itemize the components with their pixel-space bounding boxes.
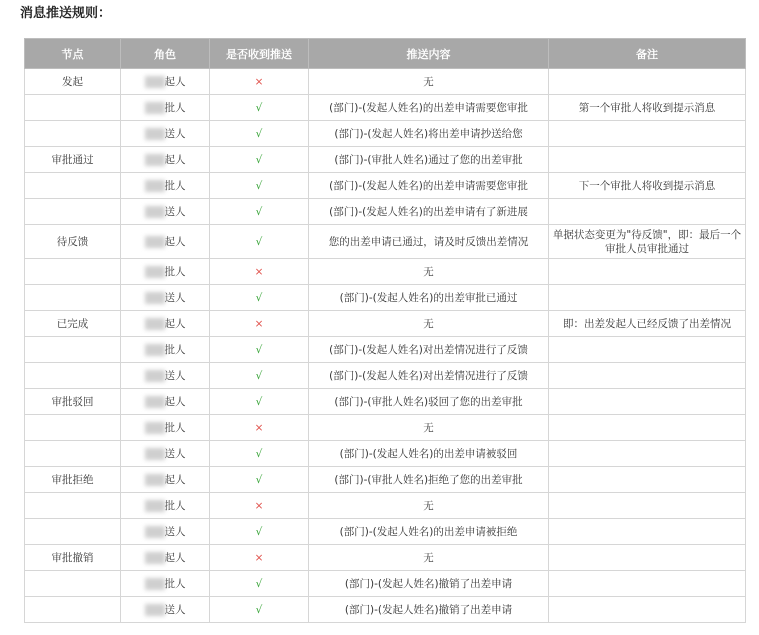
redacted-blur bbox=[145, 526, 165, 538]
table-row bbox=[25, 441, 746, 467]
cell-node bbox=[25, 95, 121, 121]
cell-node bbox=[25, 199, 121, 225]
cell-node bbox=[25, 173, 121, 199]
cell-role bbox=[121, 389, 210, 415]
cell-role bbox=[121, 363, 210, 389]
cell-role bbox=[121, 519, 210, 545]
cross-icon: × bbox=[210, 69, 309, 95]
table-row bbox=[25, 259, 746, 285]
table-row bbox=[25, 173, 746, 199]
cell-role bbox=[121, 173, 210, 199]
redacted-blur bbox=[145, 474, 165, 486]
cell-content: (部门)-(发起人姓名)的出差申请被驳回 bbox=[309, 441, 549, 467]
cell-role bbox=[121, 285, 210, 311]
cell-content: 无 bbox=[309, 69, 549, 95]
cell-node bbox=[25, 285, 121, 311]
cell-note bbox=[549, 545, 746, 571]
cell-note bbox=[549, 441, 746, 467]
table-row bbox=[25, 225, 746, 259]
table-row bbox=[25, 415, 746, 441]
table-row bbox=[25, 311, 746, 337]
check-icon: √ bbox=[210, 225, 309, 259]
cell-note bbox=[549, 467, 746, 493]
cell-node: 待反馈 bbox=[25, 225, 121, 259]
column-header-note: 备注 bbox=[549, 39, 746, 69]
cell-content: (部门)-(发起人姓名)的出差审批已通过 bbox=[309, 285, 549, 311]
redacted-blur bbox=[145, 154, 165, 166]
cross-icon: × bbox=[210, 493, 309, 519]
cell-role bbox=[121, 199, 210, 225]
role-label: 批人 bbox=[164, 265, 186, 278]
check-icon: √ bbox=[210, 363, 309, 389]
redacted-blur bbox=[145, 552, 165, 564]
redacted-blur bbox=[145, 604, 165, 616]
cross-icon: × bbox=[210, 545, 309, 571]
table-row bbox=[25, 147, 746, 173]
cell-role bbox=[121, 415, 210, 441]
cell-content: (部门)-(发起人姓名)将出差申请抄送给您 bbox=[309, 121, 549, 147]
role-label: 批人 bbox=[164, 499, 186, 512]
role-label: 批人 bbox=[164, 101, 186, 114]
redacted-blur bbox=[145, 396, 165, 408]
column-header-push: 是否收到推送 bbox=[210, 39, 309, 69]
redacted-blur bbox=[145, 206, 165, 218]
cell-note bbox=[549, 597, 746, 623]
role-label: 起人 bbox=[164, 551, 186, 564]
role-label: 起人 bbox=[164, 395, 186, 408]
cell-role bbox=[121, 259, 210, 285]
role-label: 送人 bbox=[164, 369, 186, 382]
cell-role bbox=[121, 225, 210, 259]
cell-note: 单据状态变更为"待反馈"，即：最后一个审批人员审批通过 bbox=[549, 225, 746, 259]
table-row bbox=[25, 467, 746, 493]
cell-node bbox=[25, 259, 121, 285]
role-label: 起人 bbox=[164, 317, 186, 330]
redacted-blur bbox=[145, 578, 165, 590]
cross-icon: × bbox=[210, 311, 309, 337]
cell-role bbox=[121, 337, 210, 363]
table-row bbox=[25, 95, 746, 121]
cell-note: 下一个审批人将收到提示消息 bbox=[549, 173, 746, 199]
push-rules-table bbox=[24, 38, 746, 623]
cell-content: 无 bbox=[309, 259, 549, 285]
cell-note bbox=[549, 121, 746, 147]
cell-node bbox=[25, 337, 121, 363]
check-icon: √ bbox=[210, 199, 309, 225]
column-header-node: 节点 bbox=[25, 39, 121, 69]
cell-note bbox=[549, 493, 746, 519]
cell-content: (部门)-(发起人姓名)对出差情况进行了反馈 bbox=[309, 337, 549, 363]
cell-content: 您的出差申请已通过，请及时反馈出差情况 bbox=[309, 225, 549, 259]
redacted-blur bbox=[145, 292, 165, 304]
cell-node: 审批通过 bbox=[25, 147, 121, 173]
cell-note: 第一个审批人将收到提示消息 bbox=[549, 95, 746, 121]
cell-node: 已完成 bbox=[25, 311, 121, 337]
role-label: 批人 bbox=[164, 421, 186, 434]
cell-note: 即：出差发起人已经反馈了出差情况 bbox=[549, 311, 746, 337]
cell-node: 发起 bbox=[25, 69, 121, 95]
cell-role bbox=[121, 95, 210, 121]
check-icon: √ bbox=[210, 147, 309, 173]
cell-note bbox=[549, 259, 746, 285]
cell-node bbox=[25, 571, 121, 597]
cross-icon: × bbox=[210, 259, 309, 285]
cell-node bbox=[25, 415, 121, 441]
cell-node: 审批驳回 bbox=[25, 389, 121, 415]
table-body bbox=[25, 69, 746, 623]
cell-node bbox=[25, 363, 121, 389]
role-label: 送人 bbox=[164, 603, 186, 616]
column-header-role: 角色 bbox=[121, 39, 210, 69]
cell-content: (部门)-(发起人姓名)撤销了出差申请 bbox=[309, 571, 549, 597]
cell-content: (部门)-(发起人姓名)的出差申请有了新进展 bbox=[309, 199, 549, 225]
cell-content: 无 bbox=[309, 493, 549, 519]
cell-note bbox=[549, 519, 746, 545]
redacted-blur bbox=[145, 128, 165, 140]
cell-role bbox=[121, 493, 210, 519]
cell-note bbox=[549, 147, 746, 173]
cell-content: 无 bbox=[309, 545, 549, 571]
cell-content: (部门)-(审批人姓名)通过了您的出差审批 bbox=[309, 147, 549, 173]
check-icon: √ bbox=[210, 337, 309, 363]
table-row bbox=[25, 69, 746, 95]
role-label: 送人 bbox=[164, 205, 186, 218]
table-header-row bbox=[25, 39, 746, 69]
table-row bbox=[25, 199, 746, 225]
role-label: 送人 bbox=[164, 447, 186, 460]
table-row bbox=[25, 545, 746, 571]
redacted-blur bbox=[145, 236, 165, 248]
redacted-blur bbox=[145, 266, 165, 278]
cell-role bbox=[121, 147, 210, 173]
cell-content: (部门)-(发起人姓名)的出差申请被拒绝 bbox=[309, 519, 549, 545]
check-icon: √ bbox=[210, 95, 309, 121]
redacted-blur bbox=[145, 76, 165, 88]
table-row bbox=[25, 597, 746, 623]
table-row bbox=[25, 337, 746, 363]
table-row bbox=[25, 285, 746, 311]
cell-note bbox=[549, 69, 746, 95]
cell-note bbox=[549, 363, 746, 389]
column-header-content: 推送内容 bbox=[309, 39, 549, 69]
cell-node bbox=[25, 597, 121, 623]
cell-node: 审批拒绝 bbox=[25, 467, 121, 493]
cell-role bbox=[121, 69, 210, 95]
cell-role bbox=[121, 597, 210, 623]
cell-content: (部门)-(审批人姓名)驳回了您的出差审批 bbox=[309, 389, 549, 415]
role-label: 起人 bbox=[164, 153, 186, 166]
cell-node: 审批撤销 bbox=[25, 545, 121, 571]
table-row bbox=[25, 519, 746, 545]
table-row bbox=[25, 571, 746, 597]
role-label: 送人 bbox=[164, 291, 186, 304]
check-icon: √ bbox=[210, 389, 309, 415]
redacted-blur bbox=[145, 500, 165, 512]
cell-role bbox=[121, 571, 210, 597]
role-label: 起人 bbox=[164, 235, 186, 248]
redacted-blur bbox=[145, 102, 165, 114]
role-label: 送人 bbox=[164, 525, 186, 538]
cell-note bbox=[549, 199, 746, 225]
cell-role bbox=[121, 545, 210, 571]
redacted-blur bbox=[145, 180, 165, 192]
check-icon: √ bbox=[210, 441, 309, 467]
table-row bbox=[25, 493, 746, 519]
check-icon: √ bbox=[210, 285, 309, 311]
check-icon: √ bbox=[210, 571, 309, 597]
cell-note bbox=[549, 389, 746, 415]
cross-icon: × bbox=[210, 415, 309, 441]
check-icon: √ bbox=[210, 519, 309, 545]
cell-role bbox=[121, 311, 210, 337]
check-icon: √ bbox=[210, 597, 309, 623]
redacted-blur bbox=[145, 422, 165, 434]
cell-note bbox=[549, 285, 746, 311]
cell-node bbox=[25, 441, 121, 467]
page-title: 消息推送规则： bbox=[20, 6, 112, 21]
redacted-blur bbox=[145, 318, 165, 330]
cell-note bbox=[549, 337, 746, 363]
check-icon: √ bbox=[210, 467, 309, 493]
redacted-blur bbox=[145, 344, 165, 356]
role-label: 起人 bbox=[164, 75, 186, 88]
cell-node bbox=[25, 493, 121, 519]
redacted-blur bbox=[145, 370, 165, 382]
cell-node bbox=[25, 121, 121, 147]
cell-content: (部门)-(发起人姓名)的出差申请需要您审批 bbox=[309, 95, 549, 121]
cell-note bbox=[549, 571, 746, 597]
cell-role bbox=[121, 121, 210, 147]
role-label: 批人 bbox=[164, 179, 186, 192]
table-row bbox=[25, 121, 746, 147]
table-row bbox=[25, 389, 746, 415]
cell-content: (部门)-(发起人姓名)对出差情况进行了反馈 bbox=[309, 363, 549, 389]
cell-content: 无 bbox=[309, 311, 549, 337]
cell-content: (部门)-(审批人姓名)拒绝了您的出差审批 bbox=[309, 467, 549, 493]
cell-content: (部门)-(发起人姓名)的出差申请需要您审批 bbox=[309, 173, 549, 199]
cell-content: 无 bbox=[309, 415, 549, 441]
check-icon: √ bbox=[210, 121, 309, 147]
role-label: 起人 bbox=[164, 473, 186, 486]
cell-role bbox=[121, 441, 210, 467]
role-label: 批人 bbox=[164, 577, 186, 590]
cell-content: (部门)-(发起人姓名)撤销了出差申请 bbox=[309, 597, 549, 623]
table-row bbox=[25, 363, 746, 389]
cell-role bbox=[121, 467, 210, 493]
role-label: 批人 bbox=[164, 343, 186, 356]
role-label: 送人 bbox=[164, 127, 186, 140]
check-icon: √ bbox=[210, 173, 309, 199]
cell-node bbox=[25, 519, 121, 545]
cell-note bbox=[549, 415, 746, 441]
redacted-blur bbox=[145, 448, 165, 460]
